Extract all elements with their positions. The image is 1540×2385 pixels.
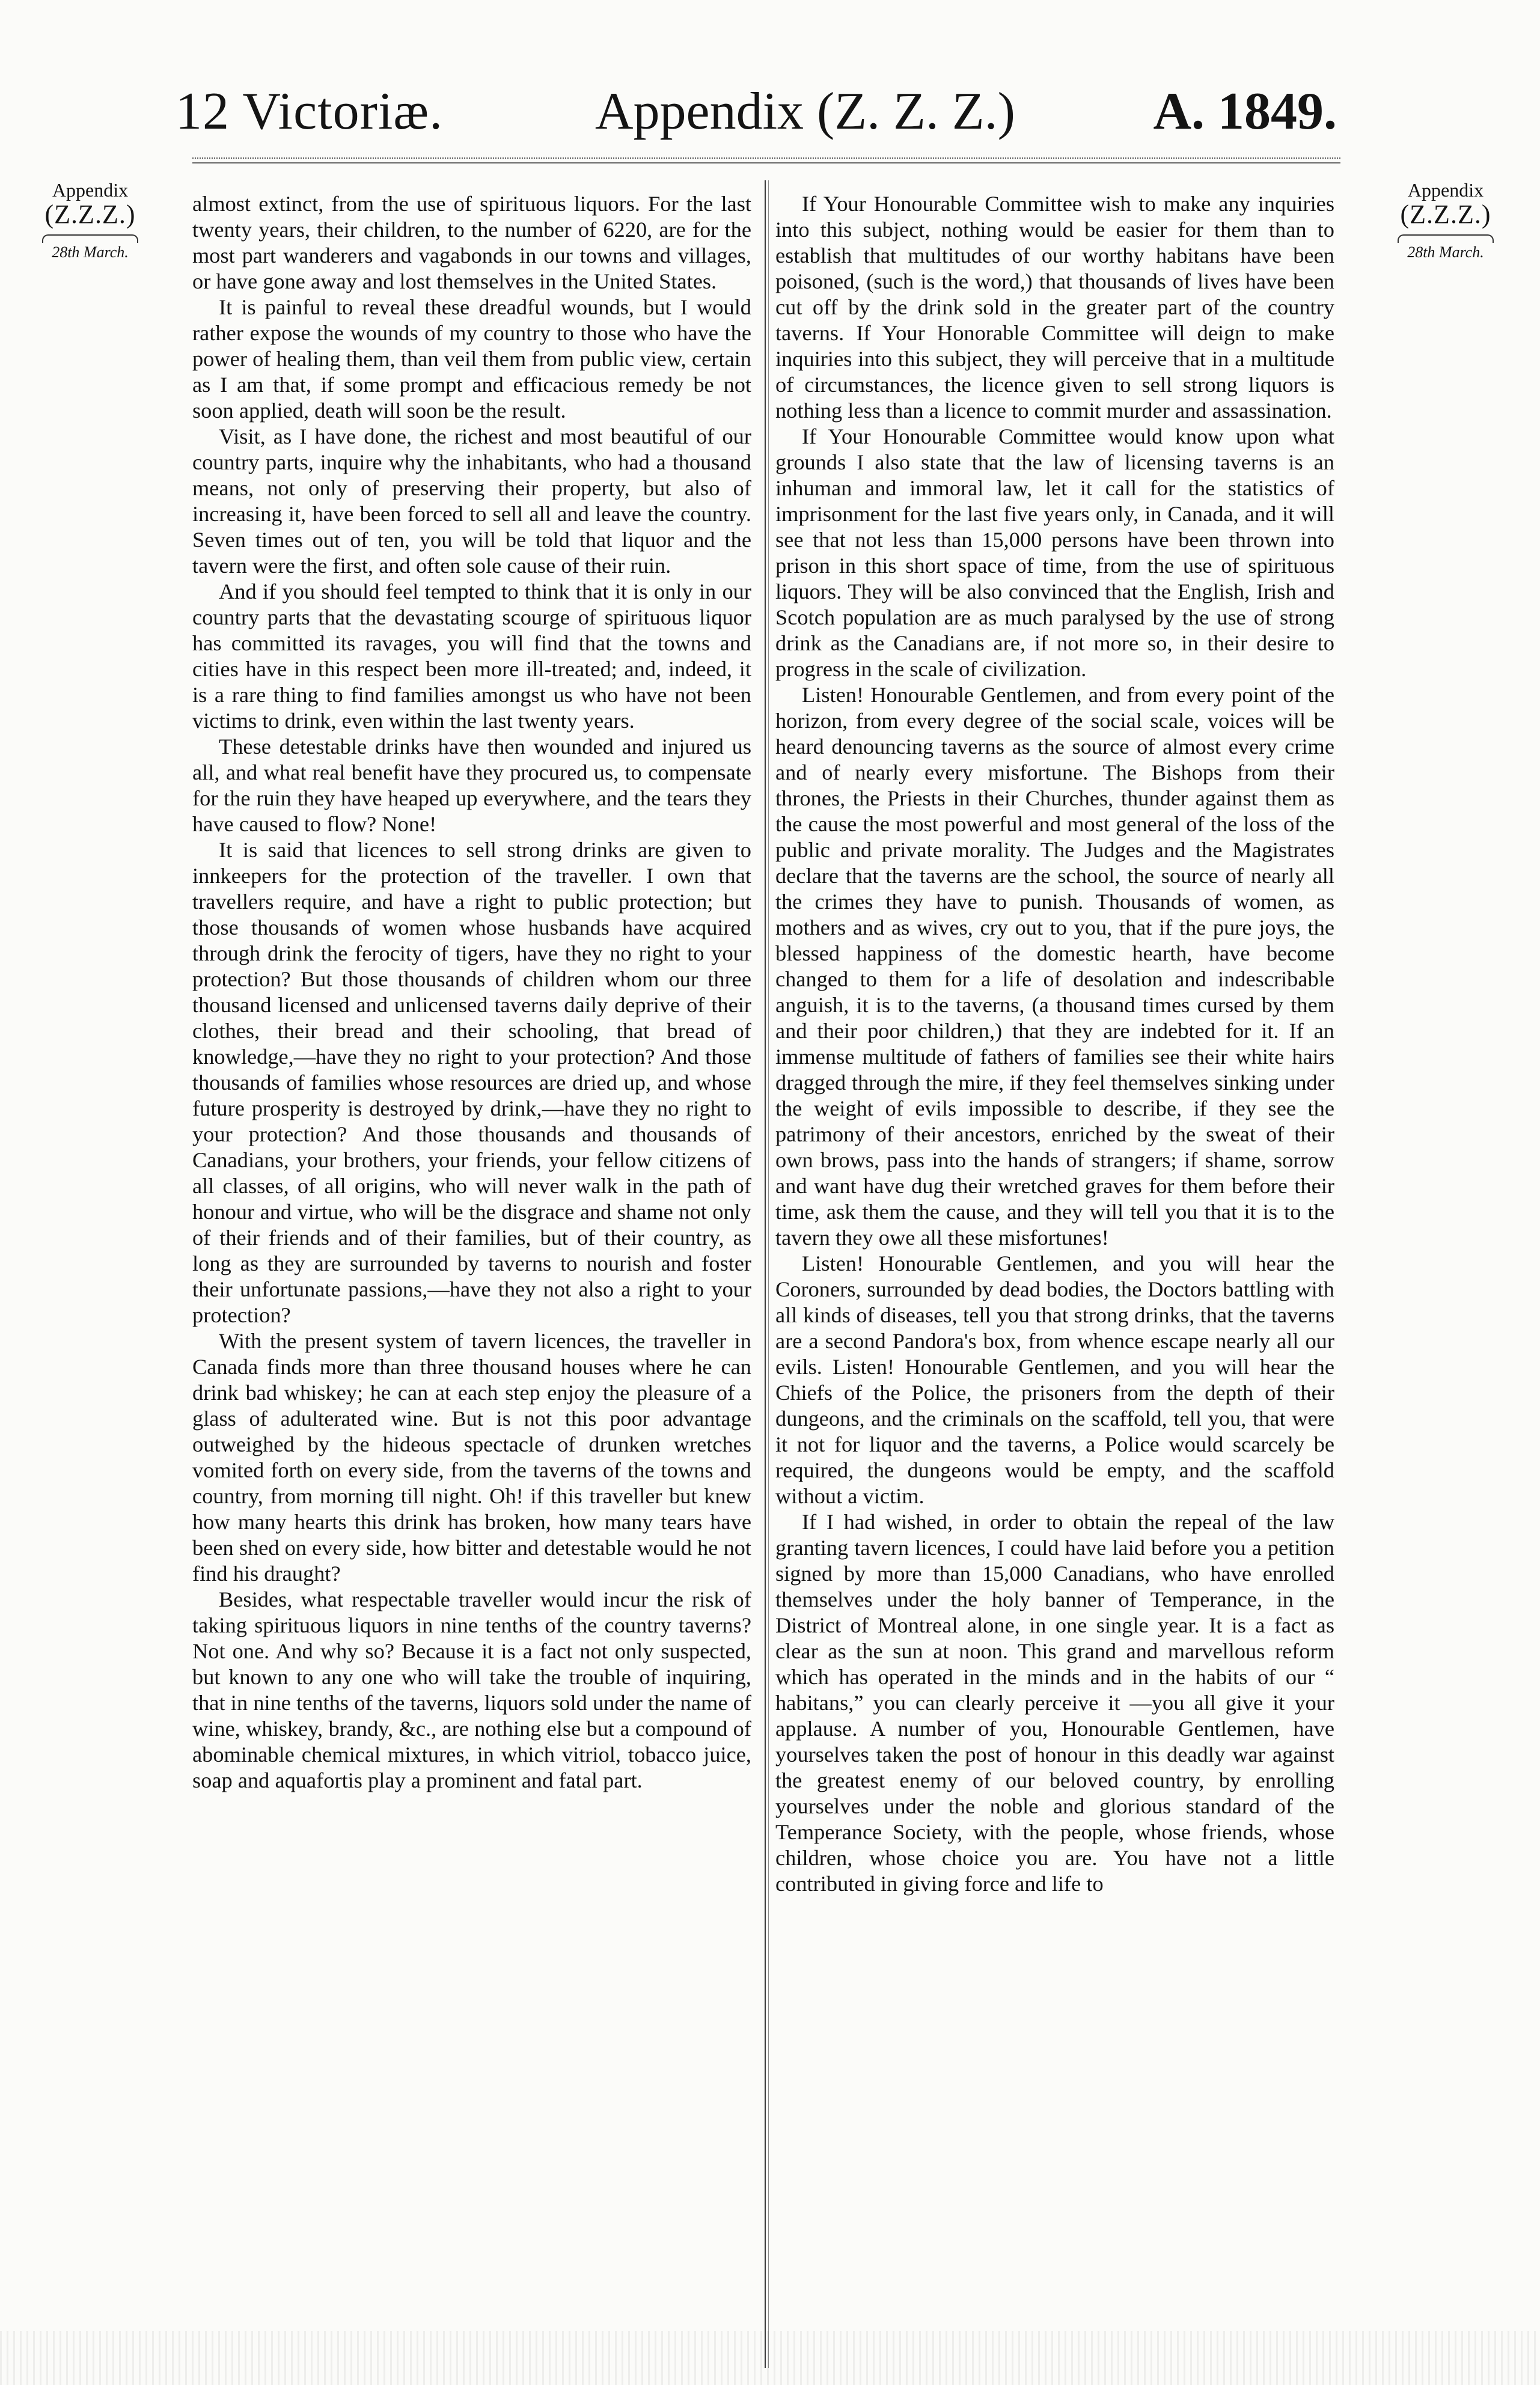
paragraph: almost extinct, from the use of spirituous liquors. For the last twenty years, their children, to the number of 6220, are for the most part wanderers and vagabonds in our towns and villages, or have gone away and lost themselves in the United States. <box>192 192 751 293</box>
header-rule <box>192 162 1340 163</box>
paragraph: If Your Honourable Committee would know upon what grounds I also state that the law of licensing taverns is an inhuman and immoral law, let it call for the statistics of imprisonment for the last five years only, in Canada, and it will see that not less than 15,000 persons have been thrown into prison in this short space of time, from the use of spirituous liquors. They will be also convinced that the English, Irish and Scotch population are as much paralysed by the use of strong drink as the Canadians are, if not more so, in their desire to progress in the scale of civilization. <box>775 424 1334 681</box>
margin-note-date: 28th March. <box>52 243 129 261</box>
margin-note-label: Appendix <box>1407 179 1484 201</box>
header-year: A. 1849. <box>1153 82 1337 141</box>
margin-note-code: (Z.Z.Z.) <box>44 199 136 229</box>
paragraph: Besides, what respectable traveller would incur the risk of taking spirituous liquors in nine tenths of the country taverns? Not one. And why so? Because it is a fact not only suspected, but known to any one who will take the trouble of inquiring, that in nine tenths of the taverns, liquors sold under the name of wine, whiskey, brandy, &c., are nothing else but a compound of abominable chemical mixtures, in which vitriol, tobacco juice, soap and aquafortis play a prominent and fatal part. <box>192 1587 751 1792</box>
header-session: 12 Victoriæ. <box>176 82 444 141</box>
paragraph: With the present system of tavern licences, the traveller in Canada finds more than three thousand houses where he can drink bad whiskey; he can at each step enjoy the pleasure of a glass of adulterated wine. But is not this poor advantage outweighed by the hideous spectacle of drunken wretches vomited forth on every side, from the taverns of the towns and country, from morning till night. Oh! if this traveller but knew how many hearts this drink has broken, how many tears have been shed on every side, how bitter and detestable would he not find his draught? <box>192 1329 751 1586</box>
column-divider-inner <box>768 180 769 2368</box>
brace-icon <box>42 228 138 244</box>
paragraph: If I had wished, in order to obtain the repeal of the law granting tavern licences, I could have laid before you a petition signed by more than 15,000 Canadians, who have enrolled themselves under the holy banner of Temperance, in the District of Montreal alone, in one single year. It is a fact as clear as the sun at noon. This grand and marvellous reform which has operated in the minds and in the habits of our “ habitans,” you can clearly perceive it —you all give it your applause. A number of you, Honourable Gentlemen, have yourselves taken the post of honour in this deadly war against the greatest enemy of our beloved country, by enrolling yourselves under the noble and glorious standard of the Temperance Society, with the people, whose friends, whose children, whose choice you are. You have not a little contributed in giving force and life to <box>775 1510 1334 1896</box>
scan-noise <box>0 2331 1540 2385</box>
brace-icon <box>1398 228 1494 244</box>
paragraph: It is painful to reveal these dreadful wounds, but I would rather expose the wounds of my country to those who have the power of healing them, than veil them from public view, certain as I am that, if some prompt and efficacious remedy be not soon applied, death will soon be the result. <box>192 295 751 423</box>
paragraph: And if you should feel tempted to think that it is only in our country parts that the devastating scourge of spirituous liquor has committed its ravages, you will find that the towns and cities have in this respect been more ill-treated; and, indeed, it is a rare thing to find families amongst us who have not been victims to drink, even within the last twenty years. <box>192 579 751 733</box>
margin-note-left <box>24 180 156 260</box>
header-appendix-title: Appendix (Z. Z. Z.) <box>595 82 1015 141</box>
margin-note-label: Appendix <box>52 179 129 201</box>
paragraph: It is said that licences to sell strong drinks are given to innkeepers for the protection of the traveller. I own that travellers require, and have a right to public protection; but those thousands of women whose husbands have acquired through drink the ferocity of tigers, have they no right to your protection? But those thousands of children whom our three thousand licensed and unlicensed taverns daily deprive of their clothes, their bread and their schooling, that bread of knowledge,—have they no right to your protection? And those thousands of families whose resources are dried up, and whose future prosperity is destroyed by drink,—have they no right to your protection? And those thousands and thousands of Canadians, your brothers, your friends, your fellow citizens of all classes, of all origins, who will never walk in the path of honour and virtue, who will be the disgrace and shame not only of their friends and of their families, but of their country, as long as they are surrounded by taverns to nourish and foster their unfortunate passions,—have they not also a right to your protection? <box>192 838 751 1327</box>
paragraph: If Your Honourable Committee wish to make any inquiries into this subject, nothing would be easier for them than to establish that multitudes of our worthy habitans have been poisoned, (such is the word,) that thousands of lives have been cut off by the drink sold in the greater part of the country taverns. If Your Honorable Committee will deign to make inquiries into this subject, they will perceive that in a multitude of circumstances, the licence given to sell strong liquors is nothing less than a licence to commit murder and assassination. <box>775 192 1334 423</box>
paragraph: Listen! Honourable Gentlemen, and from every point of the horizon, from every degree of the social scale, voices will be heard denouncing taverns as the source of almost every crime and of nearly every misfortune. The Bishops from their thrones, the Priests in their Churches, thunder against them as the cause the most powerful and most general of the loss of the public and private morality. The Judges and the Magistrates declare that the taverns are the school, the source of nearly all the crimes they have to punish. Thousands of women, as mothers and as wives, cry out to you, that if the pure joys, the blessed happiness of the domestic hearth, have become changed to them for a life of desolation and indescribable anguish, it is to the taverns, (a thousand times cursed by them and their poor children,) that they are indebted for it. If an immense multitude of fathers of families see their white hairs dragged through the mire, if they feel themselves sinking under the weight of evils impossible to describe, if they see the patrimony of their ancestors, enriched by the sweat of their own brows, pass into the hands of strangers; if shame, sorrow and want have dug their wretched graves for them before their time, ask them the cause, and they will tell you that it is to the tavern they owe all these misfortunes! <box>775 683 1334 1250</box>
margin-note-code: (Z.Z.Z.) <box>1400 199 1491 229</box>
right-text-column <box>775 191 1334 1897</box>
header-rule-dotted <box>192 157 1340 159</box>
paragraph: Listen! Honourable Gentlemen, and you will hear the Coroners, surrounded by dead bodies, the Doctors battling with all kinds of diseases, tell you that strong drinks, that the taverns are a second Pandora's box, from whence escape nearly all our evils. Listen! Honourable Gentlemen, and you will hear the Chiefs of the Police, the prisoners from the depth of their dungeons, and the criminals on the scaffold, tell you, that were it not for liquor and the taverns, a Police would scarcely be required, the dungeons would be empty, and the scaffold without a victim. <box>775 1251 1334 1508</box>
paragraph: These detestable drinks have then wounded and injured us all, and what real benefit have they procured us, to compensate for the ruin they have heaped up everywhere, and the tears they have caused to flow? None! <box>192 734 751 836</box>
column-divider <box>765 180 766 2368</box>
paragraph: Visit, as I have done, the richest and most beautiful of our country parts, inquire why the inhabitants, who had a thousand means, not only of preserving their property, but also of increasing it, have been forced to sell all and leave the country. Seven times out of ten, you will be told that liquor and the tavern were the first, and often sole cause of their ruin. <box>192 424 751 578</box>
page-header <box>0 81 1540 147</box>
margin-note-right <box>1380 180 1512 260</box>
margin-note-date: 28th March. <box>1407 243 1484 261</box>
left-text-column <box>192 191 751 1794</box>
